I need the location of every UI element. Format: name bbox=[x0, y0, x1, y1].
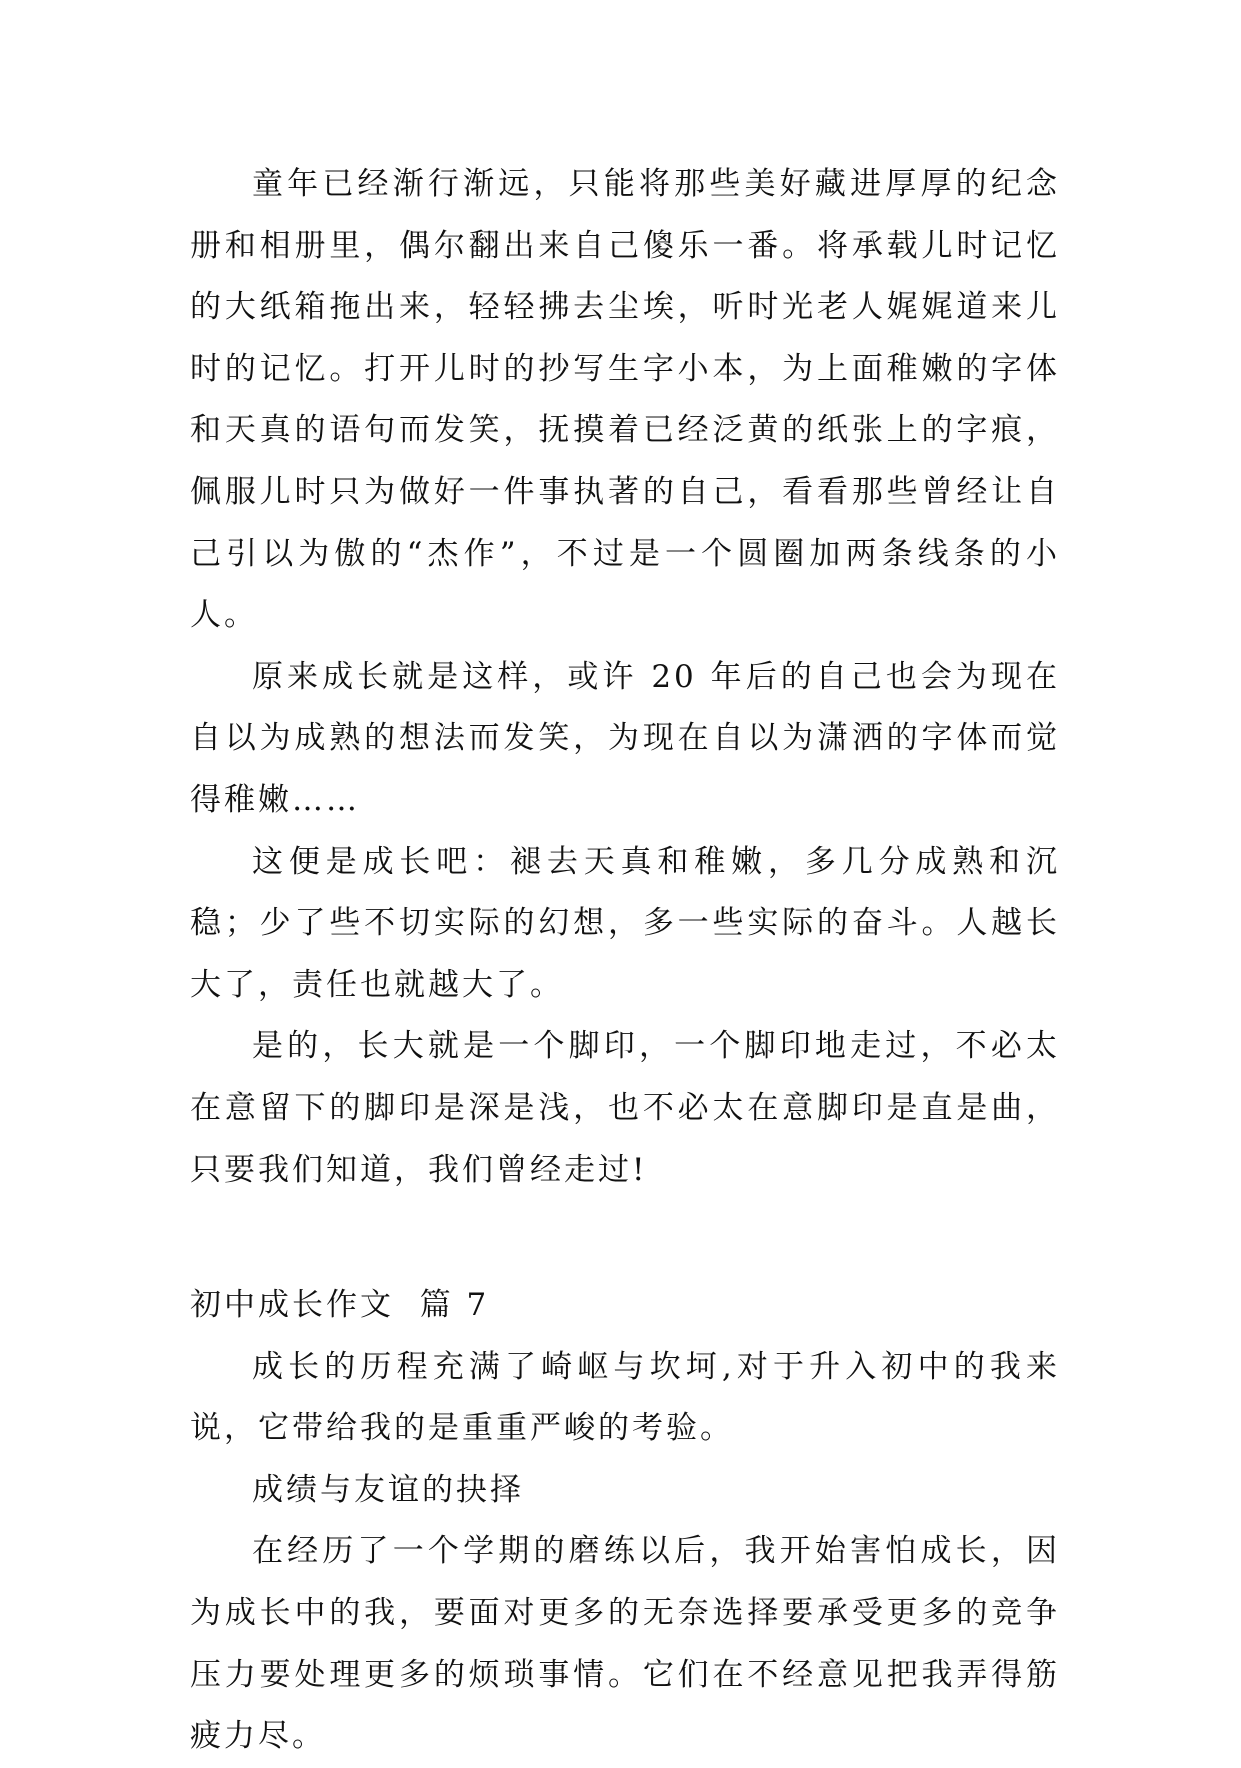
paragraph-growing-up: 原来成长就是这样，或许 20 年后的自己也会为现在自以为成熟的想法而发笑，为现在自以为潇洒的字体而觉得稚嫩…… bbox=[190, 658, 1060, 818]
paragraph-footprints: 是的，长大就是一个脚印，一个脚印地走过，不必太在意留下的脚印是深是浅，也不必太在意脚印是直是曲，只要我们知道，我们曾经走过! bbox=[190, 1028, 1060, 1188]
paragraph-childhood-memories: 童年已经渐行渐远，只能将那些美好藏进厚厚的纪念册和相册里，偶尔翻出来自己傻乐一番。将承载儿时记忆的大纸箱拖出来，轻轻拂去尘埃，听时光老人娓娓道来儿时的记忆。打开儿时的抄写生字小本，为上面稚嫩的字体和天真的语句而发笑，抚摸着已经泛黄的纸张上的字痕，佩服儿时只为做好一件事执著的自己，看看那些曾经让自己引以为傲的“杰作”，不过是一个圆圈加两条线条的小人。 bbox=[190, 166, 1060, 634]
section-heading: 初中成长作文 篇 7 bbox=[190, 1287, 490, 1324]
paragraph-fear-of-growing: 在经历了一个学期的磨练以后，我开始害怕成长，因为成长中的我，要面对更多的无奈选择要承受更多的竞争压力要处理更多的烦琐事情。它们在不经意见把我弄得筋疲力尽。 bbox=[190, 1533, 1060, 1755]
paragraph-this-is-growth: 这便是成长吧：褪去天真和稚嫩，多几分成熟和沉稳；少了些不切实际的幻想，多一些实际的奋斗。人越长大了，责任也就越大了。 bbox=[190, 843, 1060, 1003]
document-body bbox=[190, 154, 1060, 1768]
section-intro-paragraph: 成长的历程充满了崎岖与坎坷,对于升入初中的我来说，它带给我的是重重严峻的考验。 bbox=[190, 1348, 1060, 1447]
subheading-grades-vs-friendship: 成绩与友谊的抉择 bbox=[252, 1471, 524, 1508]
